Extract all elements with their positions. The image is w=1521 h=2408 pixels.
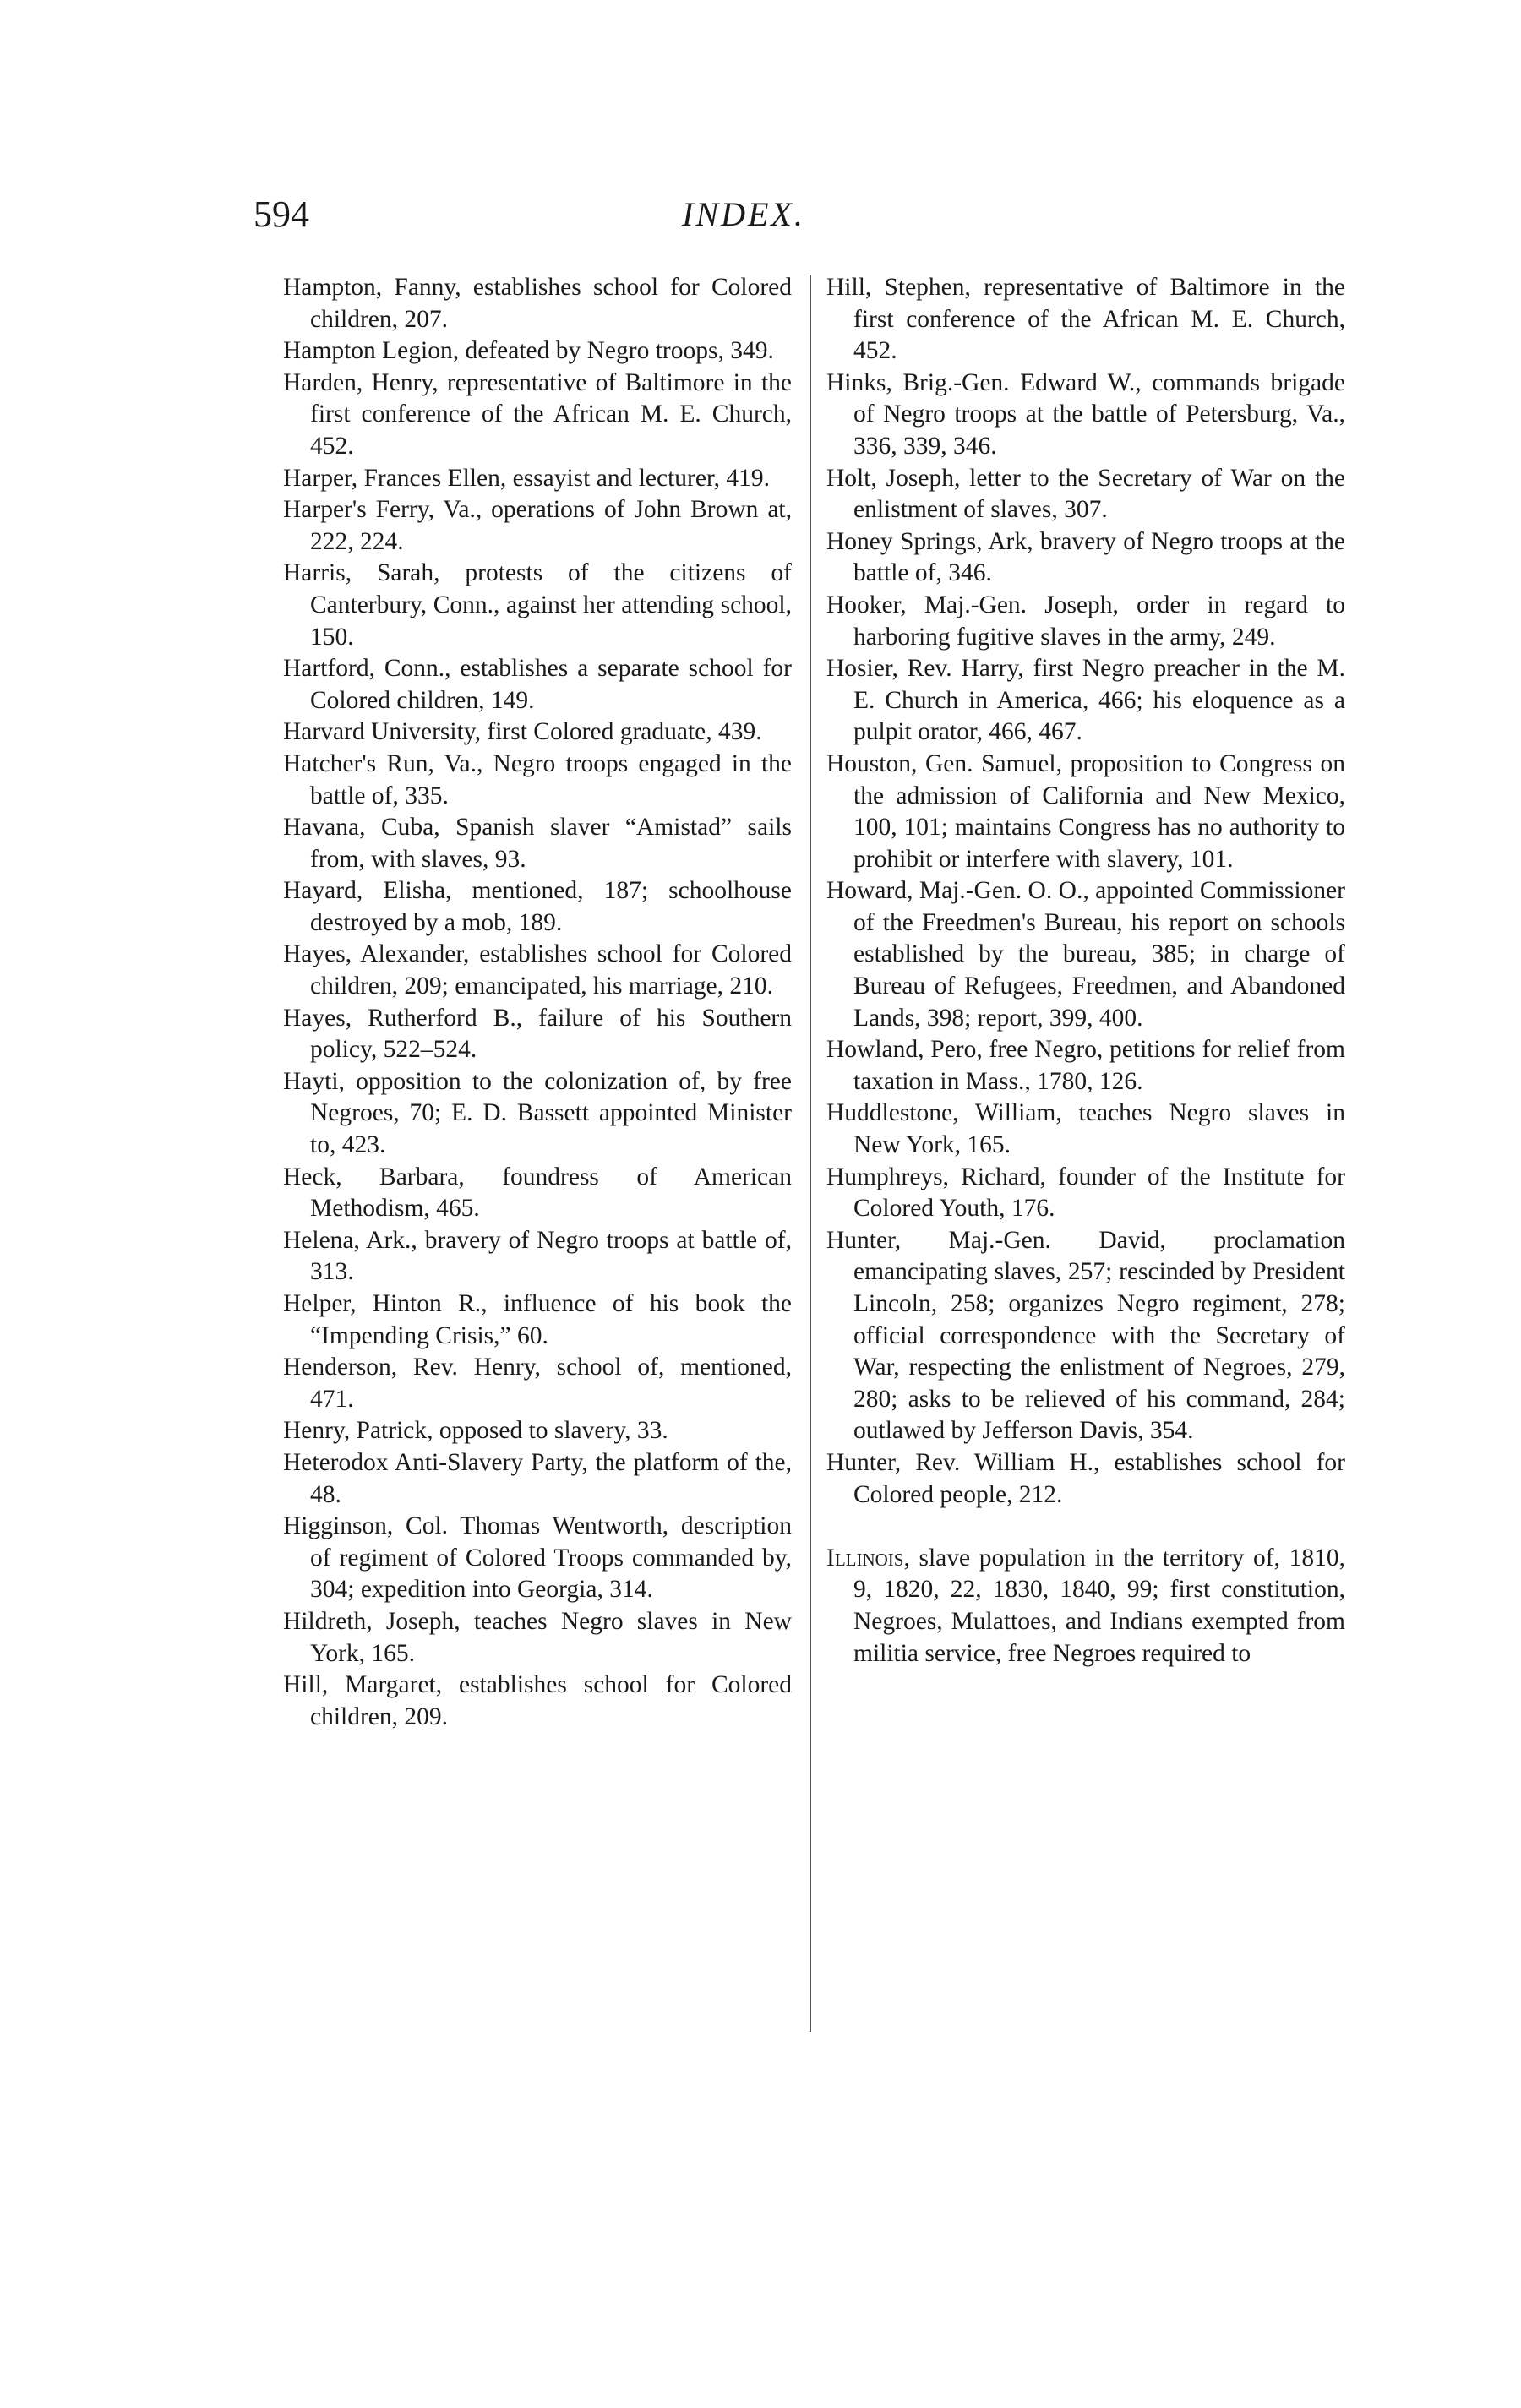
index-entry: Helena, Ark., bravery of Negro troops at battle of, 313. xyxy=(283,1226,792,1286)
index-entry: Hayard, Elisha, mentioned, 187; schoolhouse destroyed by a mob, 189. xyxy=(283,877,792,936)
index-column-left xyxy=(283,272,792,1733)
index-entry: Harvard University, first Colored graduate, 439. xyxy=(283,718,762,746)
section-headword: Illinois xyxy=(826,1544,904,1572)
index-entry: Hill, Margaret, establishes school for Colored children, 209. xyxy=(283,1671,792,1730)
index-column-right xyxy=(826,272,1345,1670)
index-entry: Henderson, Rev. Henry, school of, mentioned, 471. xyxy=(283,1354,792,1413)
index-entry: Hampton Legion, defeated by Negro troops, 349. xyxy=(283,337,774,365)
index-entry: Howland, Pero, free Negro, petitions for relief from taxation in Mass., 1780, 126. xyxy=(826,1036,1345,1095)
index-entry: Hatcher's Run, Va., Negro troops engaged in the battle of, 335. xyxy=(283,749,792,809)
index-entry: Huddlestone, William, teaches Negro slaves in New York, 165. xyxy=(826,1099,1345,1159)
page-number: 594 xyxy=(254,193,309,235)
index-entry: Humphreys, Richard, founder of the Institute for Colored Youth, 176. xyxy=(826,1163,1345,1223)
index-entry: Harper, Frances Ellen, essayist and lecturer, 419. xyxy=(283,464,770,492)
index-entry: Hartford, Conn., establishes a separate school for Colored children, 149. xyxy=(283,655,792,714)
index-entry: Helper, Hinton R., influence of his book the “Impending Crisis,” 60. xyxy=(283,1290,792,1349)
section-gap xyxy=(826,1511,1345,1543)
index-entry: Harper's Ferry, Va., operations of John Brown at, 222, 224. xyxy=(283,496,792,555)
index-entry: Hayti, opposition to the colonization of, by free Negroes, 70; E. D. Bassett appointed Minister to, 423. xyxy=(283,1067,792,1159)
index-entry: Hosier, Rev. Harry, first Negro preacher in the M. E. Church in America, 466; his eloquence as a pulpit orator, 466, 467. xyxy=(826,655,1345,746)
running-head: INDEX. xyxy=(682,195,805,233)
column-divider xyxy=(810,275,811,2032)
index-entry-section-start xyxy=(826,1543,1345,1670)
index-entry: Havana, Cuba, Spanish slaver “Amistad” sails from, with slaves, 93. xyxy=(283,814,792,873)
index-entry: Hunter, Maj.-Gen. David, proclamation emancipating slaves, 257; rescinded by President Lincoln, 258; organizes Negro regiment, 278; official correspondence with the Secretary of War, respecting the enlistment of Negroes, 279, 280; asks to be relieved of his command, 284; outlawed by Jefferson Davis, 354. xyxy=(826,1226,1345,1445)
index-entry: Howard, Maj.-Gen. O. O., appointed Commissioner of the Freedmen's Bureau, his report on schools established by the bureau, 385; in charge of Bureau of Refugees, Freedmen, and Abandoned Lands, 398; report, 399, 400. xyxy=(826,877,1345,1032)
index-entry: Hunter, Rev. William H., establishes school for Colored people, 212. xyxy=(826,1448,1345,1508)
index-entry: Houston, Gen. Samuel, proposition to Congress on the admission of California and New Mexico, 100, 101; maintains Congress has no authority to prohibit or interfere with slavery, 101. xyxy=(826,749,1345,873)
index-entry: Heterodox Anti-Slavery Party, the platform of the, 48. xyxy=(283,1448,792,1508)
index-entry: Harden, Henry, representative of Baltimore in the first conference of the African M. E. Church, 452. xyxy=(283,368,792,460)
index-entry: Henry, Patrick, opposed to slavery, 33. xyxy=(283,1417,668,1445)
index-entry: Hooker, Maj.-Gen. Joseph, order in regard to harboring fugitive slaves in the army, 249. xyxy=(826,591,1345,651)
index-entry: Hildreth, Joseph, teaches Negro slaves in New York, 165. xyxy=(283,1607,792,1667)
index-entry: Hinks, Brig.-Gen. Edward W., commands brigade of Negro troops at the battle of Petersburg, Va., 336, 339, 346. xyxy=(826,368,1345,460)
index-entry: Hampton, Fanny, establishes school for Colored children, 207. xyxy=(283,274,792,333)
index-entry: Honey Springs, Ark, bravery of Negro troops at the battle of, 346. xyxy=(826,527,1345,587)
section-entry-text: , slave population in the territory of, 1810, 9, 1820, 22, 1830, 1840, 99; first constitution, Negroes, Mulattoes, and Indians exempted from militia service, free Negroes required to xyxy=(853,1544,1345,1667)
index-entry: Hayes, Alexander, establishes school for Colored children, 209; emancipated, his marriage, 210. xyxy=(283,940,792,1000)
index-entry: Hill, Stephen, representative of Baltimore in the first conference of the African M. E. Church, 452. xyxy=(826,274,1345,365)
index-entry: Heck, Barbara, foundress of American Methodism, 465. xyxy=(283,1163,792,1223)
index-entry: Holt, Joseph, letter to the Secretary of War on the enlistment of slaves, 307. xyxy=(826,464,1345,524)
index-entry: Higginson, Col. Thomas Wentworth, description of regiment of Colored Troops commanded by, 304; expedition into Georgia, 314. xyxy=(283,1512,792,1604)
index-entry: Harris, Sarah, protests of the citizens of Canterbury, Conn., against her attending school, 150. xyxy=(283,559,792,651)
index-entry: Hayes, Rutherford B., failure of his Southern policy, 522–524. xyxy=(283,1004,792,1064)
